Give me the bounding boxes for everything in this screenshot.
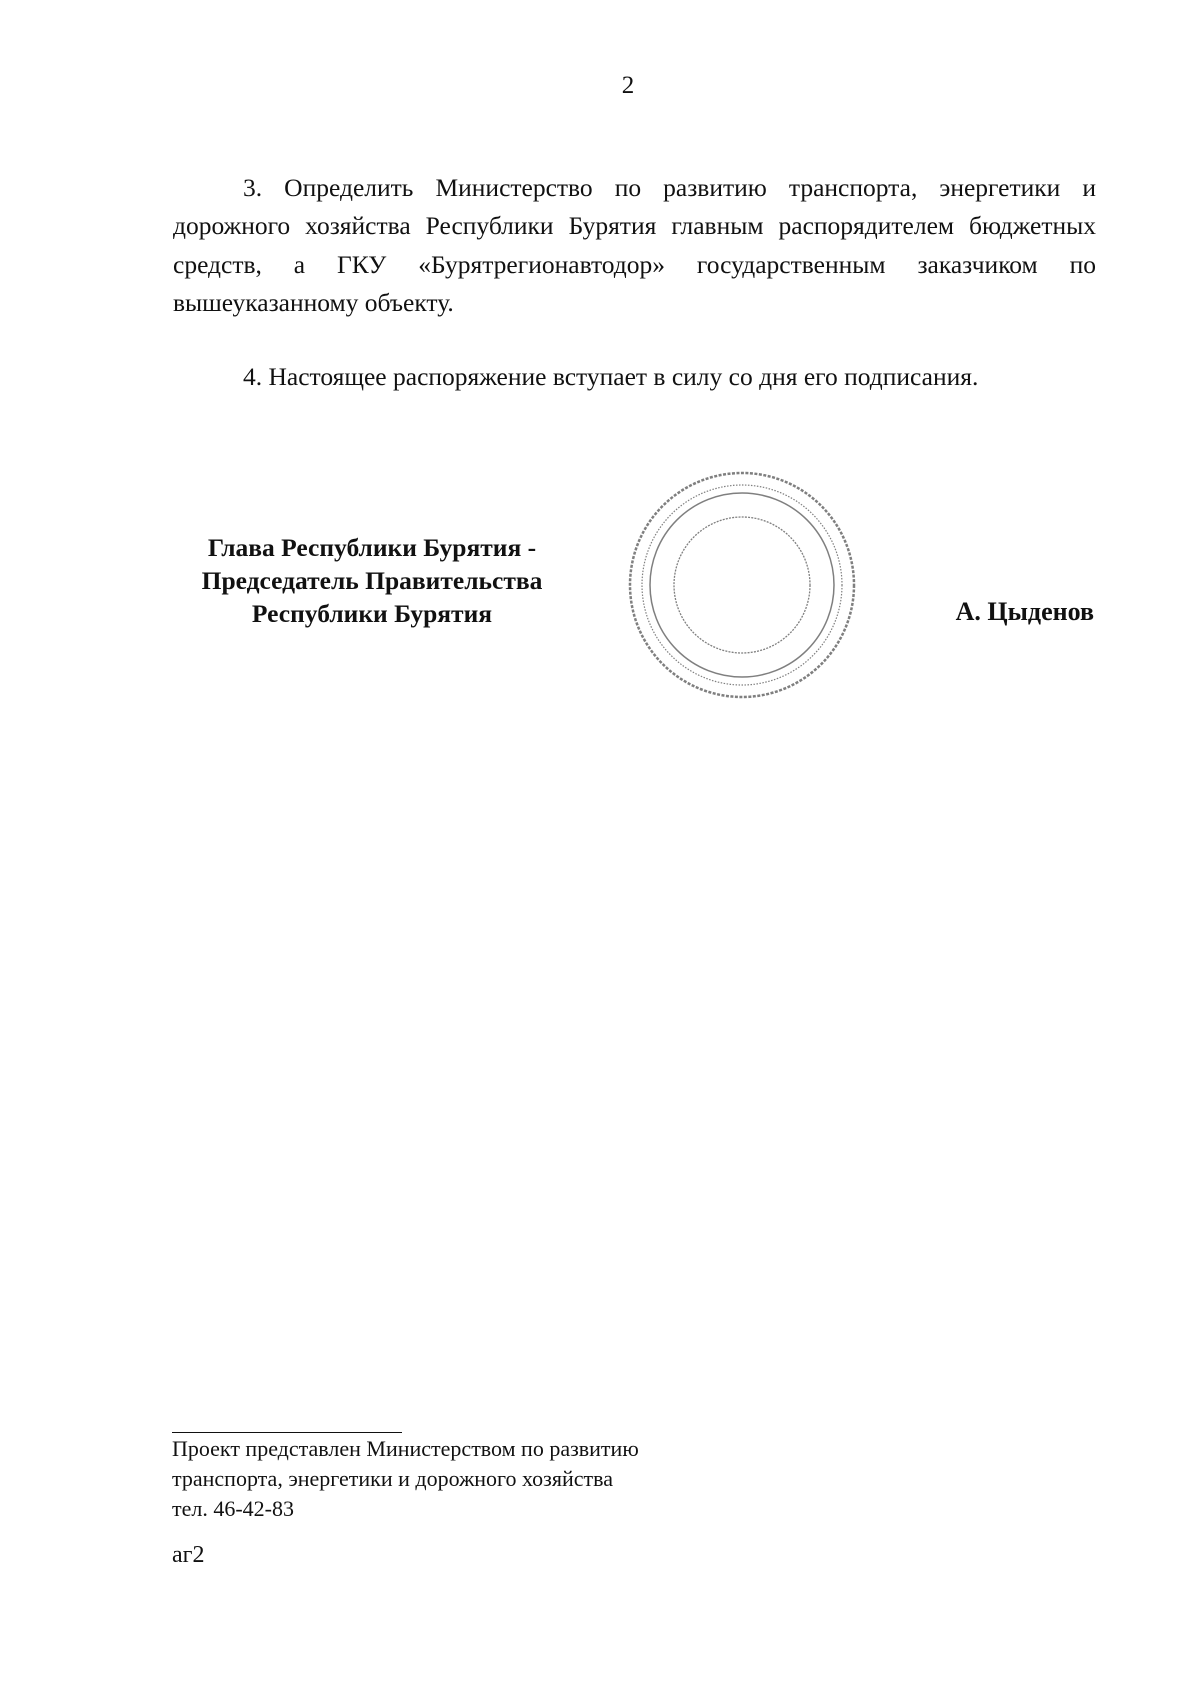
footnote (172, 1434, 639, 1524)
paragraph-3: 3. Определить Министерство по развитию транспорта, энергетики и дорожного хозяйства Республики Бурятия главным распорядителем бюджетных средств, а ГКУ «Бурятрегионавтодор» государственным заказчиком по вышеуказанному объекту. (173, 172, 1096, 317)
signatory-title (160, 531, 584, 630)
document-code: аг2 (172, 1542, 205, 1568)
signatory-name: А. Цыденов (955, 597, 1094, 626)
signatory-title-line: Республики Бурятия (251, 599, 493, 628)
official-seal (626, 469, 858, 701)
seal-rings (630, 473, 854, 697)
paragraph-4: 4. Настоящее распоряжение вступает в силу со дня его подписания. (243, 361, 979, 391)
signatory-title-line: Председатель Правительства (201, 566, 543, 595)
page-number: 2 (621, 72, 635, 99)
footnote-line: тел. 46-42-83 (172, 1496, 295, 1521)
footnote-divider (172, 1432, 402, 1433)
footnote-line: Проект представлен Министерством по развитию (172, 1436, 639, 1461)
signatory-title-line: Глава Республики Бурятия - (207, 533, 537, 562)
footnote-line: транспорта, энергетики и дорожного хозяйства (172, 1466, 613, 1491)
